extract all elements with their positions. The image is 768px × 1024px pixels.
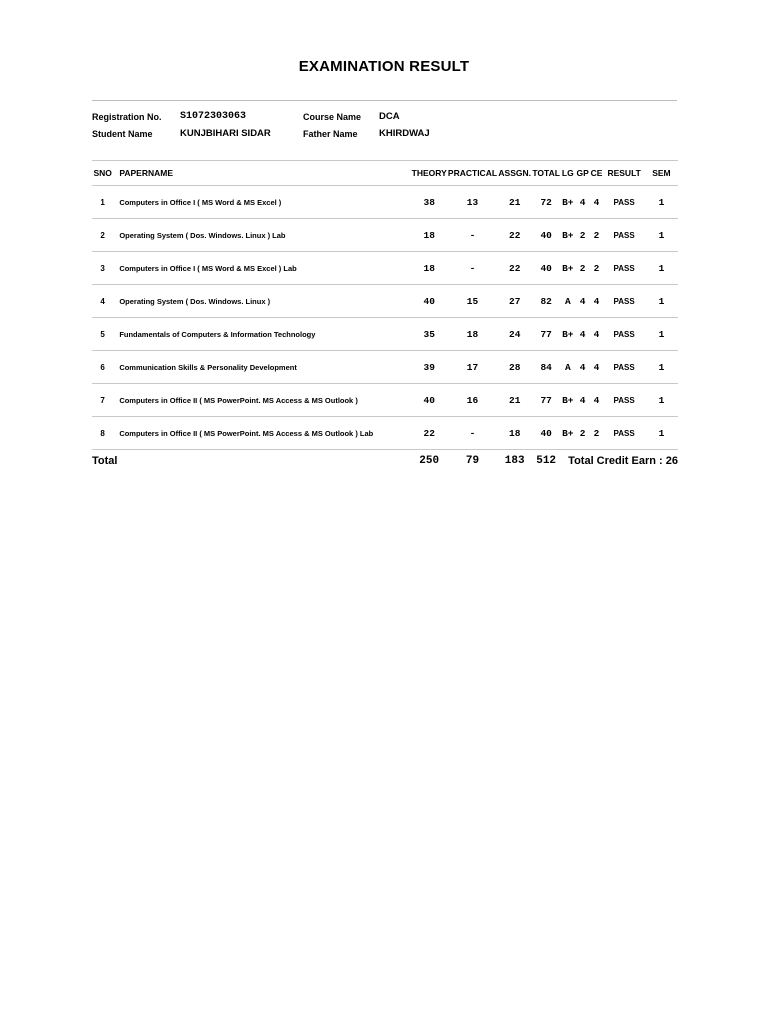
cell-sno: 8 — [92, 417, 113, 450]
cell-result: PASS — [603, 285, 644, 318]
cell-practical: 16 — [448, 384, 497, 417]
header-result: RESULT — [603, 161, 644, 186]
cell-sno: 5 — [92, 318, 113, 351]
cell-total: 82 — [532, 285, 560, 318]
cell-result: PASS — [603, 186, 644, 219]
cell-gp: 4 — [576, 285, 590, 318]
cell-lg: A — [560, 351, 576, 384]
cell-theory: 39 — [410, 351, 447, 384]
cell-assgn: 22 — [497, 252, 532, 285]
cell-sno: 4 — [92, 285, 113, 318]
page-title: EXAMINATION RESULT — [298, 58, 470, 75]
cell-papername: Computers in Office II ( MS PowerPoint. MS Access & MS Outlook ) — [113, 384, 410, 417]
course-value: DCA — [379, 111, 400, 122]
header-sem: SEM — [645, 161, 678, 186]
course-label: Course Name — [303, 112, 362, 122]
cell-practical: - — [448, 219, 497, 252]
cell-ce: 2 — [590, 417, 604, 450]
registration-value: S1072303063 — [180, 111, 247, 122]
father-name-label: Father Name — [303, 129, 358, 139]
cell-sno: 1 — [92, 186, 113, 219]
table-row — [92, 318, 678, 351]
total-credit-earn: Total Credit Earn : 26 — [568, 455, 678, 467]
header-lg: LG — [560, 161, 576, 186]
cell-sem: 1 — [645, 351, 678, 384]
cell-gp: 4 — [576, 318, 590, 351]
cell-gp: 2 — [576, 252, 590, 285]
cell-sno: 3 — [92, 252, 113, 285]
cell-papername: Fundamentals of Computers & Information Technology — [113, 318, 410, 351]
cell-ce: 4 — [590, 351, 604, 384]
header-papername: PAPERNAME — [113, 161, 410, 186]
cell-sem: 1 — [645, 252, 678, 285]
cell-theory: 38 — [410, 186, 447, 219]
cell-gp: 4 — [576, 186, 590, 219]
cell-gp: 4 — [576, 384, 590, 417]
cell-papername: Computers in Office I ( MS Word & MS Excel ) Lab — [113, 252, 410, 285]
cell-result: PASS — [603, 318, 644, 351]
cell-practical: 13 — [448, 186, 497, 219]
cell-theory: 40 — [410, 384, 447, 417]
cell-sem: 1 — [645, 285, 678, 318]
cell-papername: Operating System ( Dos. Windows. Linux ) — [113, 285, 410, 318]
header-ce: CE — [590, 161, 604, 186]
cell-papername: Computers in Office I ( MS Word & MS Excel ) — [113, 186, 410, 219]
table-row — [92, 351, 678, 384]
table-header-row — [92, 161, 678, 186]
cell-total: 40 — [532, 252, 560, 285]
table-row — [92, 252, 678, 285]
cell-ce: 2 — [590, 252, 604, 285]
cell-gp: 2 — [576, 219, 590, 252]
cell-sem: 1 — [645, 186, 678, 219]
header-assgn: ASSGN. — [497, 161, 532, 186]
cell-practical: 18 — [448, 318, 497, 351]
top-divider — [92, 100, 677, 101]
cell-sem: 1 — [645, 417, 678, 450]
cell-result: PASS — [603, 417, 644, 450]
cell-ce: 4 — [590, 285, 604, 318]
cell-total: 40 — [532, 219, 560, 252]
cell-sem: 1 — [645, 219, 678, 252]
cell-gp: 2 — [576, 417, 590, 450]
header-practical: PRACTICAL — [448, 161, 497, 186]
results-table — [92, 160, 678, 472]
cell-sno: 2 — [92, 219, 113, 252]
cell-sno: 7 — [92, 384, 113, 417]
header-theory: THEORY — [410, 161, 447, 186]
cell-result: PASS — [603, 219, 644, 252]
totals-row — [92, 450, 678, 473]
cell-lg: B+ — [560, 219, 576, 252]
cell-practical: - — [448, 252, 497, 285]
cell-assgn: 21 — [497, 186, 532, 219]
cell-theory: 22 — [410, 417, 447, 450]
cell-papername: Computers in Office II ( MS PowerPoint. MS Access & MS Outlook ) Lab — [113, 417, 410, 450]
cell-papername: Operating System ( Dos. Windows. Linux ) Lab — [113, 219, 410, 252]
totals-practical: 79 — [465, 455, 480, 467]
table-row — [92, 285, 678, 318]
cell-assgn: 22 — [497, 219, 532, 252]
cell-practical: - — [448, 417, 497, 450]
cell-result: PASS — [603, 252, 644, 285]
student-name-value: KUNJBIHARI SIDAR — [180, 128, 271, 139]
cell-total: 77 — [532, 318, 560, 351]
totals-total: 512 — [536, 455, 557, 467]
cell-practical: 17 — [448, 351, 497, 384]
cell-assgn: 24 — [497, 318, 532, 351]
cell-lg: B+ — [560, 384, 576, 417]
registration-label: Registration No. — [92, 112, 162, 122]
cell-total: 77 — [532, 384, 560, 417]
header-gp: GP — [576, 161, 590, 186]
cell-assgn: 28 — [497, 351, 532, 384]
cell-lg: B+ — [560, 417, 576, 450]
cell-lg: B+ — [560, 318, 576, 351]
cell-theory: 18 — [410, 219, 447, 252]
cell-total: 72 — [532, 186, 560, 219]
table-row — [92, 417, 678, 450]
cell-lg: A — [560, 285, 576, 318]
table-row — [92, 219, 678, 252]
father-name-value: KHIRDWAJ — [379, 128, 430, 139]
cell-gp: 4 — [576, 351, 590, 384]
student-name-label: Student Name — [92, 129, 153, 139]
table-row — [92, 186, 678, 219]
cell-papername: Communication Skills & Personality Development — [113, 351, 410, 384]
cell-total: 84 — [532, 351, 560, 384]
cell-theory: 35 — [410, 318, 447, 351]
cell-ce: 2 — [590, 219, 604, 252]
cell-assgn: 27 — [497, 285, 532, 318]
cell-sno: 6 — [92, 351, 113, 384]
cell-total: 40 — [532, 417, 560, 450]
cell-result: PASS — [603, 384, 644, 417]
header-total: TOTAL — [532, 161, 560, 186]
cell-sem: 1 — [645, 384, 678, 417]
cell-result: PASS — [603, 351, 644, 384]
cell-sem: 1 — [645, 318, 678, 351]
cell-assgn: 18 — [497, 417, 532, 450]
totals-theory: 250 — [419, 455, 440, 467]
cell-theory: 18 — [410, 252, 447, 285]
cell-ce: 4 — [590, 384, 604, 417]
totals-assgn: 183 — [504, 455, 525, 467]
table-row — [92, 384, 678, 417]
cell-lg: B+ — [560, 252, 576, 285]
cell-lg: B+ — [560, 186, 576, 219]
cell-ce: 4 — [590, 186, 604, 219]
totals-label: Total — [92, 455, 118, 467]
cell-practical: 15 — [448, 285, 497, 318]
cell-ce: 4 — [590, 318, 604, 351]
cell-assgn: 21 — [497, 384, 532, 417]
cell-theory: 40 — [410, 285, 447, 318]
header-sno: SNO — [92, 161, 113, 186]
